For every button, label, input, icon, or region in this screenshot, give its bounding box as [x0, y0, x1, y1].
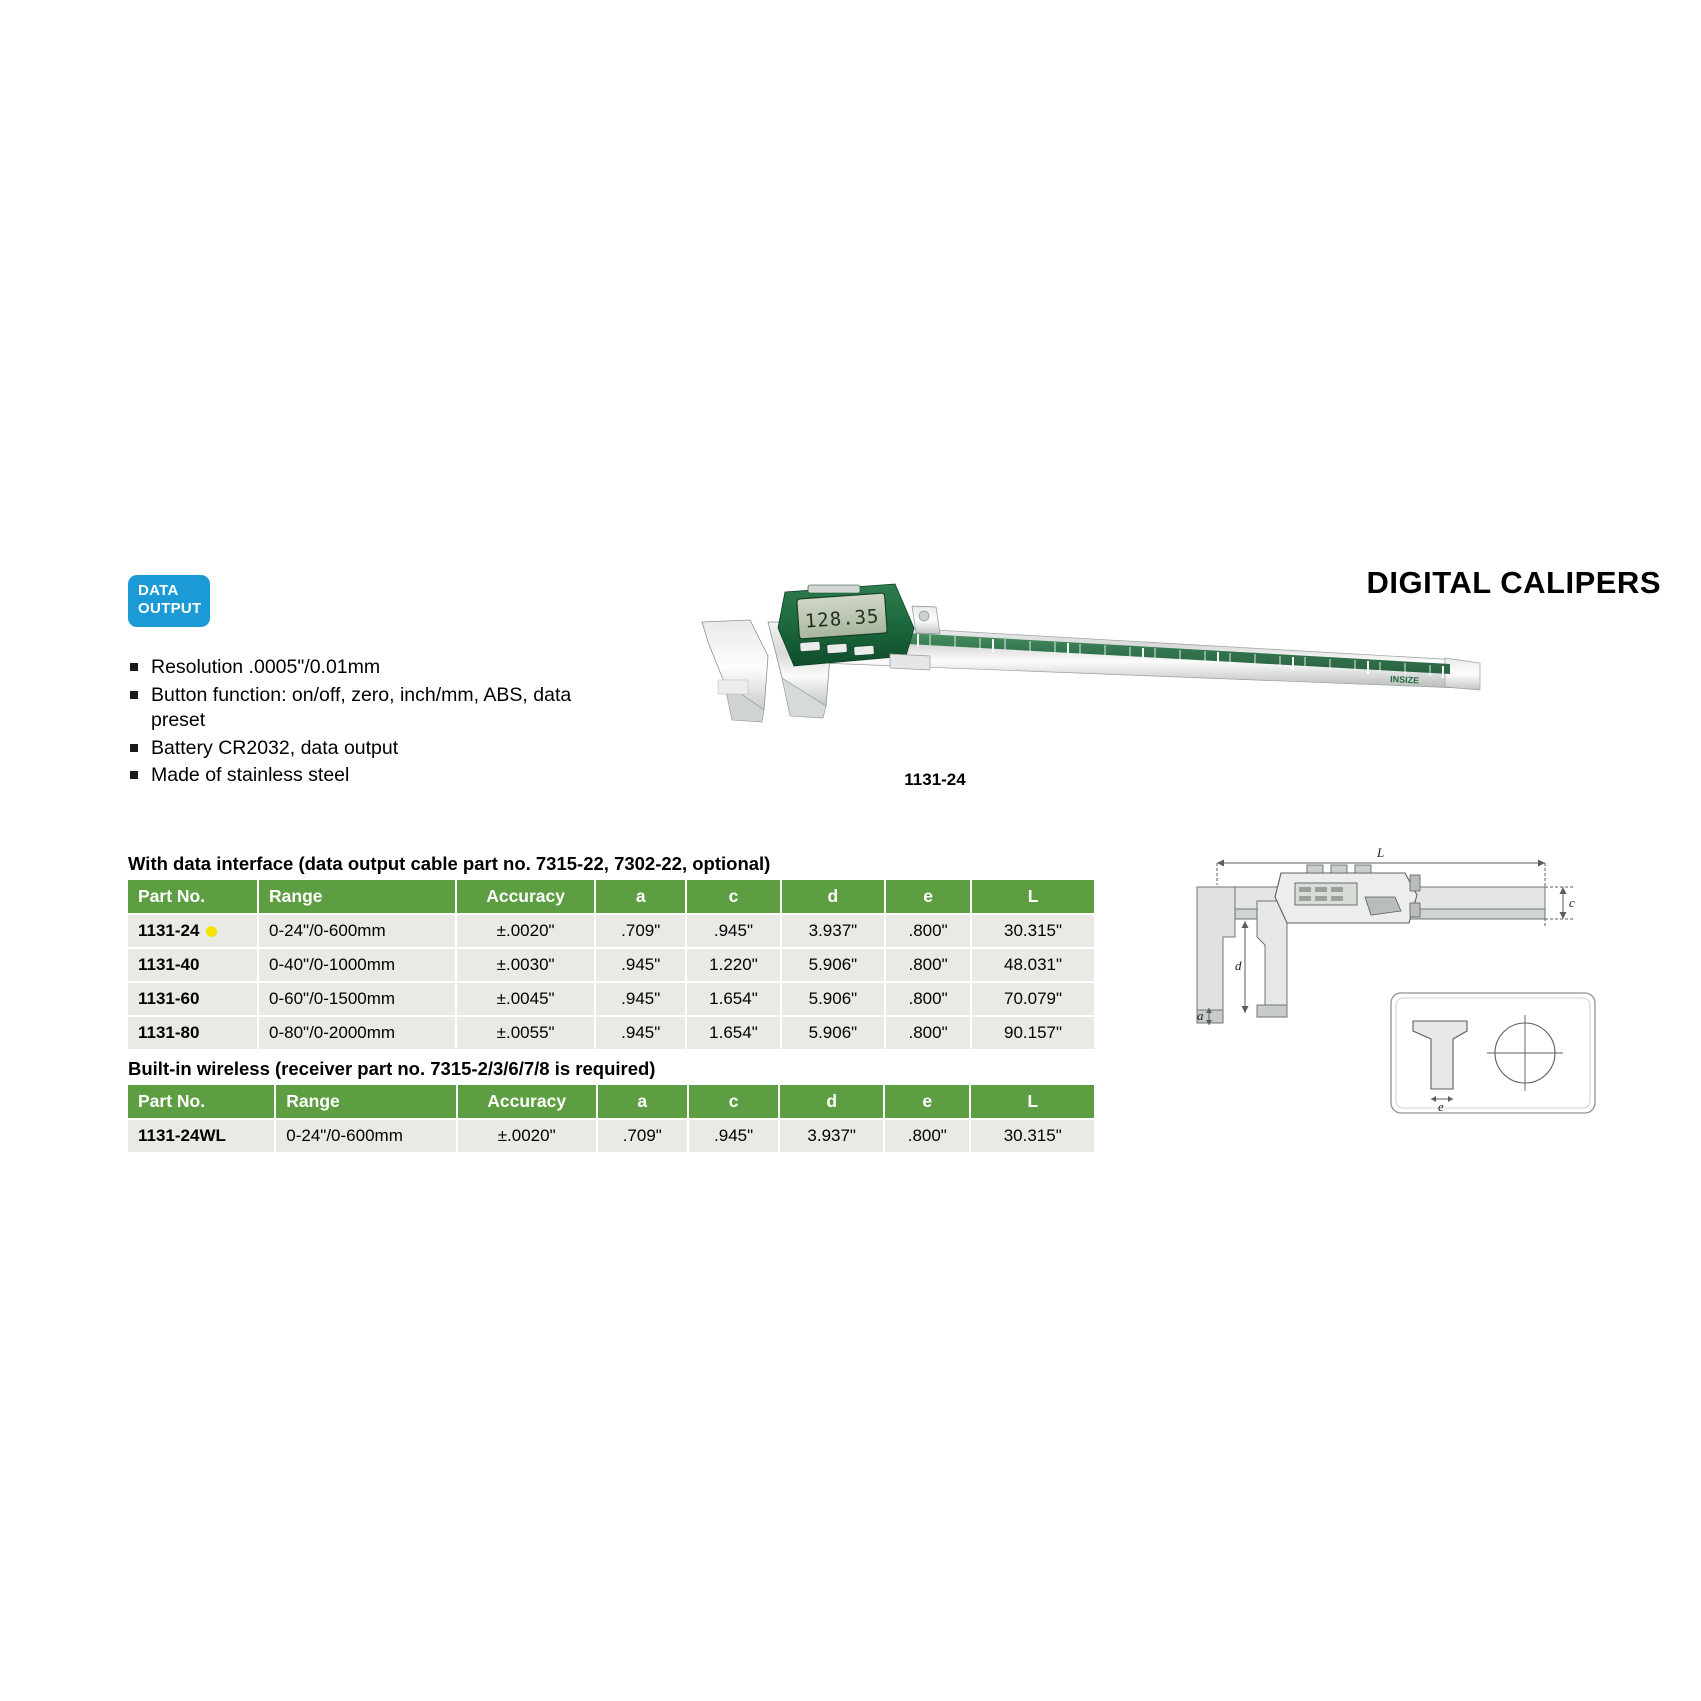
cell-d: 3.937" — [781, 914, 885, 948]
col-part-no: Part No. — [128, 880, 258, 914]
cell-e: .800" — [884, 1119, 970, 1153]
cell-L: 30.315" — [971, 914, 1095, 948]
cell-c: 1.654" — [686, 982, 781, 1016]
cell-range: 0-60"/0-1500mm — [258, 982, 456, 1016]
cell-a: .709" — [597, 1119, 688, 1153]
col-a: a — [597, 1085, 688, 1119]
feature-text: Button function: on/off, zero, inch/mm, ABS, data preset — [151, 683, 572, 731]
cell-a: .945" — [595, 948, 686, 982]
cell-accuracy: ±.0020" — [456, 914, 595, 948]
cell-accuracy: ±.0030" — [456, 948, 595, 982]
cell-e: .800" — [885, 1016, 971, 1050]
square-bullet-icon — [130, 691, 138, 699]
badge-line-1: DATA — [138, 582, 179, 599]
cell-accuracy: ±.0055" — [456, 1016, 595, 1050]
badge-line-2: OUTPUT — [138, 600, 202, 617]
col-d: d — [781, 880, 885, 914]
cell-d: 3.937" — [779, 1119, 884, 1153]
table-1-heading: With data interface (data output cable part no. 7315-22, 7302-22, optional) — [128, 853, 771, 874]
cell-c: 1.220" — [686, 948, 781, 982]
cell-range: 0-24"/0-600mm — [275, 1119, 456, 1153]
cell-a: .709" — [595, 914, 686, 948]
table-row — [128, 982, 1095, 1016]
cell-part-no — [128, 914, 258, 948]
feature-text: Battery CR2032, data output — [151, 736, 399, 759]
cell-c: 1.654" — [686, 1016, 781, 1050]
col-c: c — [686, 880, 781, 914]
cell-part-no: 1131-80 — [128, 1016, 258, 1050]
square-bullet-icon — [130, 744, 138, 752]
col-L: L — [971, 880, 1095, 914]
col-e: e — [884, 1085, 970, 1119]
dim-label-L: L — [1377, 845, 1385, 860]
col-accuracy: Accuracy — [457, 1085, 597, 1119]
cell-range: 0-40"/0-1000mm — [258, 948, 456, 982]
part-no-text: 1131-24 — [138, 921, 200, 940]
feature-text: Made of stainless steel — [151, 764, 350, 786]
square-bullet-icon — [130, 771, 138, 779]
square-bullet-icon — [130, 663, 138, 671]
product-caption: 1131-24 — [904, 770, 966, 789]
list-item — [128, 683, 598, 734]
col-e: e — [885, 880, 971, 914]
col-c: c — [688, 1085, 779, 1119]
table-row — [128, 914, 1095, 948]
cell-L: 90.157" — [971, 1016, 1095, 1050]
col-range: Range — [275, 1085, 456, 1119]
col-d: d — [779, 1085, 884, 1119]
table-row — [128, 1119, 1095, 1153]
col-range: Range — [258, 880, 456, 914]
cell-c: .945" — [686, 914, 781, 948]
spec-table-built-in-wireless — [128, 1085, 1096, 1154]
cell-range: 0-24"/0-600mm — [258, 914, 456, 948]
cell-accuracy: ±.0020" — [457, 1119, 597, 1153]
dim-label-d: d — [1235, 958, 1242, 973]
cell-e: .800" — [885, 982, 971, 1016]
cell-L: 48.031" — [971, 948, 1095, 982]
table-row — [128, 948, 1095, 982]
dim-label-e: e — [1438, 1099, 1444, 1114]
cell-range: 0-80"/0-2000mm — [258, 1016, 456, 1050]
list-item — [128, 763, 598, 789]
cell-part-no: 1131-40 — [128, 948, 258, 982]
cell-L: 70.079" — [971, 982, 1095, 1016]
spec-table-data-interface — [128, 880, 1096, 1051]
cell-accuracy: ±.0045" — [456, 982, 595, 1016]
table-row — [128, 1016, 1095, 1050]
cell-d: 5.906" — [781, 982, 885, 1016]
col-a: a — [595, 880, 686, 914]
dim-label-c: c — [1569, 895, 1575, 910]
feature-text: Resolution .0005"/0.01mm — [151, 656, 381, 678]
list-item — [128, 655, 598, 681]
col-accuracy: Accuracy — [456, 880, 595, 914]
dimension-drawing — [1195, 845, 1615, 1135]
cell-d: 5.906" — [781, 1016, 885, 1050]
table-header-row — [128, 880, 1095, 914]
highlight-dot-icon — [206, 926, 217, 937]
feature-list — [128, 655, 598, 791]
cell-d: 5.906" — [781, 948, 885, 982]
cell-c: .945" — [688, 1119, 779, 1153]
cell-a: .945" — [595, 982, 686, 1016]
cell-part-no: 1131-24WL — [128, 1119, 275, 1153]
table-2-heading: Built-in wireless (receiver part no. 7315-2/3/6/7/8 is required) — [128, 1058, 656, 1079]
data-output-badge — [128, 575, 210, 627]
dim-label-a: a — [1197, 1008, 1204, 1023]
svg-text:INSIZE: INSIZE — [1389, 674, 1420, 686]
col-L: L — [970, 1085, 1095, 1119]
cell-a: .945" — [595, 1016, 686, 1050]
cell-e: .800" — [885, 948, 971, 982]
cell-e: .800" — [885, 914, 971, 948]
svg-text:128.35: 128.35 — [804, 605, 881, 633]
table-header-row — [128, 1085, 1095, 1119]
list-item — [128, 736, 598, 762]
page-title: DIGITAL CALIPERS — [1366, 565, 1661, 600]
cell-L: 30.315" — [970, 1119, 1095, 1153]
product-illustration — [690, 570, 1510, 750]
col-part-no: Part No. — [128, 1085, 275, 1119]
cell-part-no: 1131-60 — [128, 982, 258, 1016]
